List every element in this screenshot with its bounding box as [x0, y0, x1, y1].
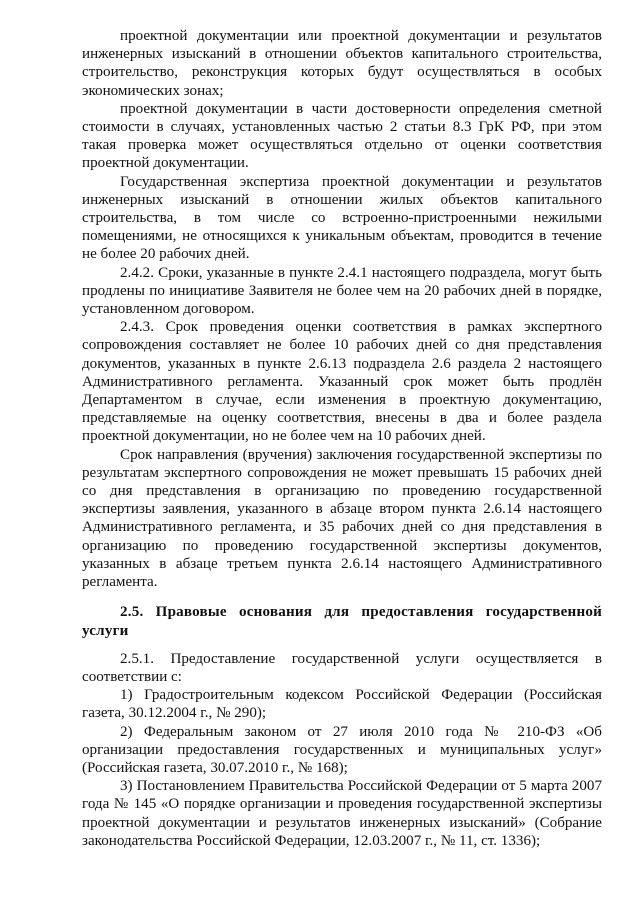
paragraph-2-4-3: 2.4.3. Срок проведения оценки соответствия в рамках экспертного сопровождения составляет не более 10 рабочих дней со дня представления документов, указанных в пункте 2.6.13 подраздела 2.6 раздела 2 настоящего Административного регламента. Указанный срок может быть продлён Департаментом в случае, если изменения в проектную документацию, представляемые на оценку соответствия, внесены в два и более раздела проектной документации, но не более чем на 10 рабочих дней. [82, 319, 602, 445]
list-item-1: 1) Градостроительным кодексом Российской Федерации (Российская газета, 30.12.2004 г., № 290); [82, 687, 602, 722]
list-item-2: 2) Федеральным законом от 27 июля 2010 года № 210-ФЗ «Об организации предоставления государственных и муниципальных услуг» (Российская газета, 30.07.2010 г., № 168); [82, 723, 602, 776]
list-item-3: 3) Постановлением Правительства Российской Федерации от 5 марта 2007 года № 145 «О порядке организации и проведения государственной экспертизы проектной документации и результатов инженерных изысканий» (Собрание законодательства Российской Федерации, 12.03.2007 г., № 11, ст. 1336); [82, 778, 602, 849]
paragraph-2-5-1: 2.5.1. Предоставление государственной услуги осуществляется в соответствии с: [82, 650, 602, 685]
section-heading-2-5: 2.5. Правовые основания для предоставления государственной услуги [82, 604, 602, 639]
paragraph-expertise-scope-2: проектной документации в части достоверности определения сметной стоимости в случаях, установленных частью 2 статьи 8.3 ГрК РФ, при этом такая проверка может осуществляться отдельно от оценки соответствия проектной документации. [82, 100, 602, 172]
paragraph-conclusion-term: Срок направления (вручения) заключения государственной экспертизы по результатам экспертного сопровождения не может превышать 15 рабочих дней со дня представления в организацию по проведению государственной экспертизы заявления, указанного в абзаце втором пункта 2.6.14 настоящего Административного регламента, и 35 рабочих дней со дня представления в организацию по проведению государственной экспертизы документов, указанных в абзаце третьем пункта 2.6.14 настоящего Административного регламента. [82, 446, 602, 591]
paragraph-2-4-2: 2.4.2. Сроки, указанные в пункте 2.4.1 настоящего подраздела, могут быть продлены по инициативе Заявителя не более чем на 20 рабочих дней в порядке, установленном договором. [82, 264, 602, 318]
document-body [82, 27, 602, 850]
paragraph-residential-term: Государственная экспертиза проектной документации и результатов инженерных изысканий в отношении жилых объектов капитального строительства, в том числе со встроенно-пристроенными нежилыми помещениями, не относящихся к уникальным объектам, проводится в течение не более 20 рабочих дней. [82, 173, 602, 263]
paragraph-expertise-scope-1: проектной документации или проектной документации и результатов инженерных изысканий в отношении объектов капитального строительства, строительство, реконструкция которых будут осуществляться в особых экономических зонах; [82, 28, 602, 99]
